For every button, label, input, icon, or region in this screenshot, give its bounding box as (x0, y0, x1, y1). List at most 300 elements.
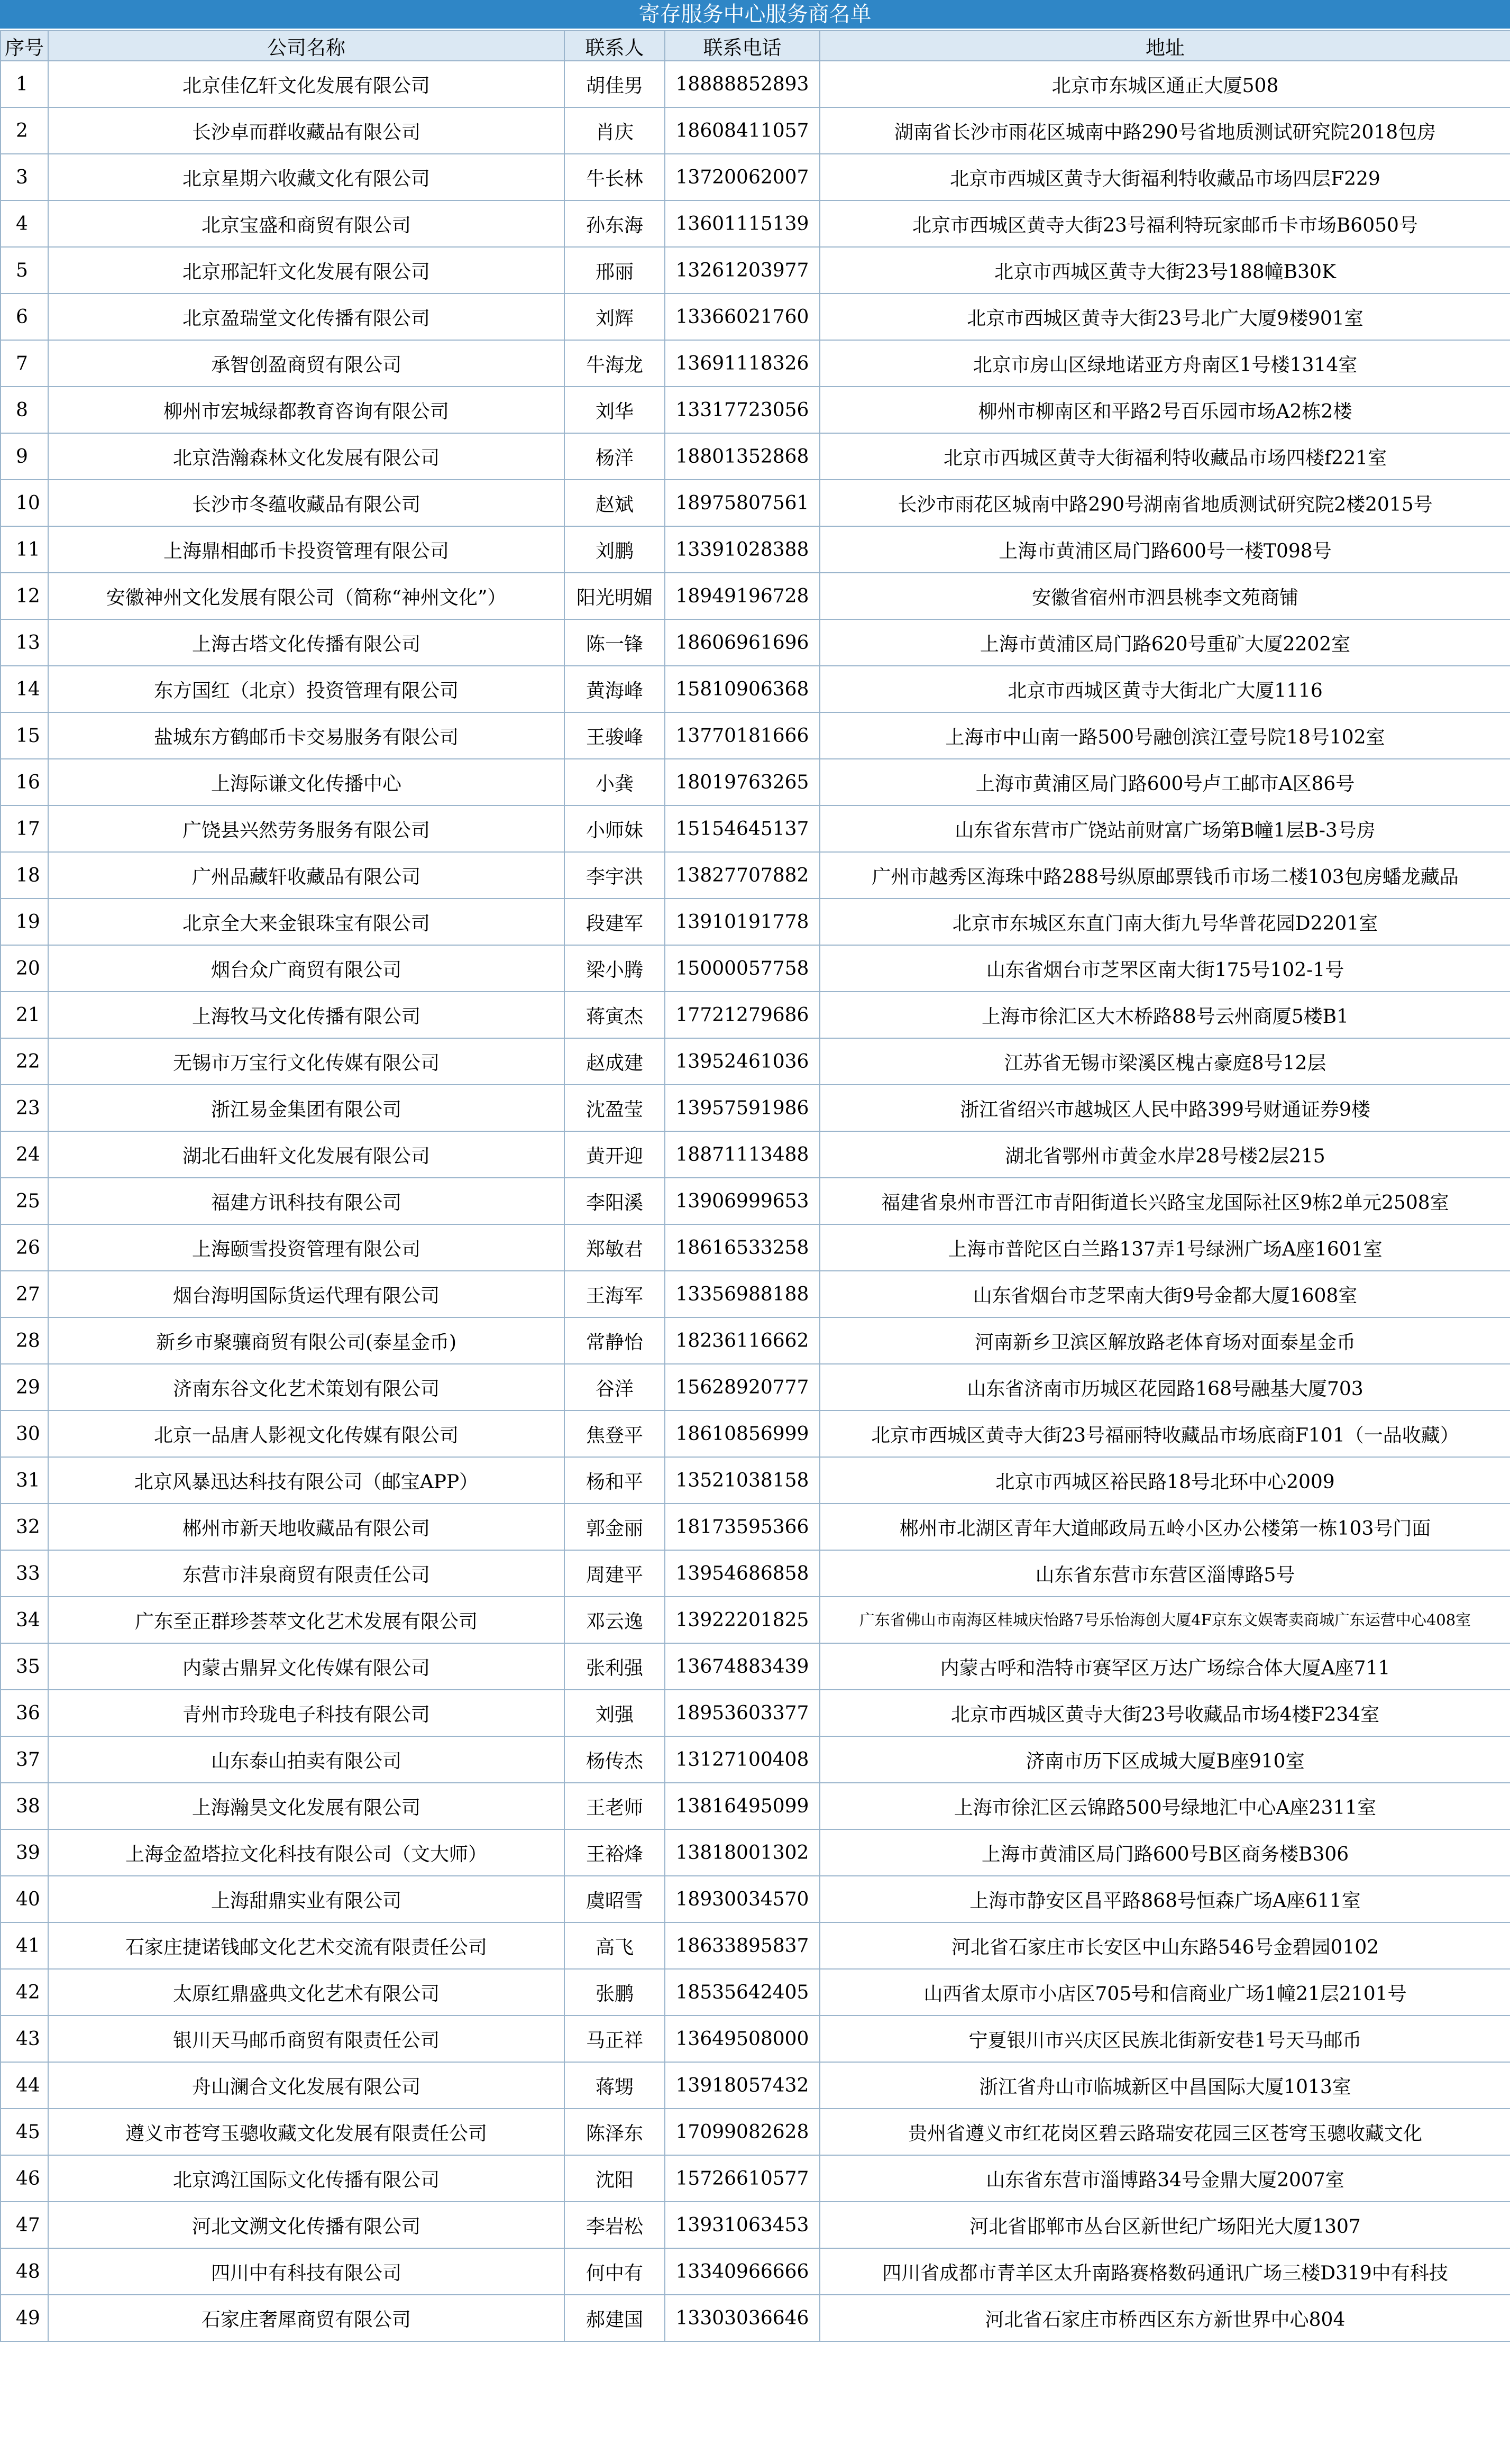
row-index: 41 (1, 1922, 48, 1969)
row-company: 长沙卓而群收藏品有限公司 (48, 107, 564, 154)
row-address: 山东省烟台市芝罘区南大街175号102-1号 (820, 945, 1510, 992)
row-index: 38 (1, 1783, 48, 1829)
table-row (1, 805, 1510, 852)
row-index: 36 (1, 1690, 48, 1736)
row-company: 北京宝盛和商贸有限公司 (48, 200, 564, 247)
row-address: 山东省东营市广饶站前财富广场第B幢1层B-3号房 (820, 805, 1510, 852)
provider-table (0, 30, 1510, 2342)
table-row (1, 2062, 1510, 2109)
row-index: 16 (1, 759, 48, 805)
row-contact: 马正祥 (564, 2016, 665, 2062)
row-company: 上海瀚昊文化发展有限公司 (48, 1783, 564, 1829)
row-contact: 杨洋 (564, 433, 665, 480)
row-contact: 高飞 (564, 1922, 665, 1969)
row-contact: 陈泽东 (564, 2109, 665, 2155)
row-address: 上海市黄浦区局门路600号一楼T098号 (820, 526, 1510, 573)
row-contact: 蒋甥 (564, 2062, 665, 2109)
row-index: 25 (1, 1178, 48, 1224)
row-phone: 13931063453 (665, 2202, 820, 2248)
row-phone: 13918057432 (665, 2062, 820, 2109)
row-phone: 18953603377 (665, 1690, 820, 1736)
table-row (1, 247, 1510, 294)
row-address: 北京市西城区黄寺大街北广大厦1116 (820, 666, 1510, 712)
row-contact: 郭金丽 (564, 1504, 665, 1550)
row-contact: 杨传杰 (564, 1736, 665, 1783)
row-address: 浙江省绍兴市越城区人民中路399号财通证券9楼 (820, 1085, 1510, 1131)
row-phone: 13674883439 (665, 1643, 820, 1690)
row-company: 烟台海明国际货运代理有限公司 (48, 1271, 564, 1317)
row-index: 22 (1, 1038, 48, 1085)
row-address: 山东省济南市历城区花园路168号融基大厦703 (820, 1364, 1510, 1410)
table-row (1, 2016, 1510, 2062)
row-address: 北京市西城区黄寺大街福利特收藏品市场四楼f221室 (820, 433, 1510, 480)
row-address: 上海市黄浦区局门路620号重矿大厦2202室 (820, 619, 1510, 666)
row-index: 35 (1, 1643, 48, 1690)
row-company: 山东泰山拍卖有限公司 (48, 1736, 564, 1783)
table-row (1, 619, 1510, 666)
row-company: 安徽神州文化发展有限公司（简称“神州文化”） (48, 573, 564, 619)
row-contact: 牛海龙 (564, 340, 665, 387)
row-company: 舟山澜合文化发展有限公司 (48, 2062, 564, 2109)
row-contact: 王骏峰 (564, 712, 665, 759)
row-phone: 13770181666 (665, 712, 820, 759)
row-index: 5 (1, 247, 48, 294)
row-phone: 15628920777 (665, 1364, 820, 1410)
table-row (1, 2202, 1510, 2248)
row-address: 广州市越秀区海珠中路288号纵原邮票钱币市场二楼103包房蟠龙藏品 (820, 852, 1510, 899)
row-index: 28 (1, 1317, 48, 1364)
row-contact: 肖庆 (564, 107, 665, 154)
row-contact: 刘华 (564, 387, 665, 433)
row-phone: 15810906368 (665, 666, 820, 712)
row-phone: 18608411057 (665, 107, 820, 154)
row-index: 49 (1, 2295, 48, 2341)
row-company: 福建方讯科技有限公司 (48, 1178, 564, 1224)
row-contact: 梁小腾 (564, 945, 665, 992)
row-contact: 沈阳 (564, 2155, 665, 2202)
table-row (1, 1783, 1510, 1829)
row-company: 石家庄奢犀商贸有限公司 (48, 2295, 564, 2341)
row-index: 2 (1, 107, 48, 154)
row-contact: 小龚 (564, 759, 665, 805)
row-phone: 17721279686 (665, 992, 820, 1038)
row-index: 10 (1, 480, 48, 526)
row-company: 北京风暴迅达科技有限公司（邮宝APP） (48, 1457, 564, 1504)
row-phone: 13910191778 (665, 899, 820, 945)
row-phone: 18606961696 (665, 619, 820, 666)
row-index: 43 (1, 2016, 48, 2062)
header-index: 序号 (1, 31, 48, 61)
table-row (1, 433, 1510, 480)
row-index: 14 (1, 666, 48, 712)
row-index: 40 (1, 1876, 48, 1922)
row-index: 1 (1, 61, 48, 107)
row-address: 河北省石家庄市桥西区东方新世界中心804 (820, 2295, 1510, 2341)
row-index: 27 (1, 1271, 48, 1317)
table-row (1, 340, 1510, 387)
row-phone: 13340966666 (665, 2248, 820, 2295)
row-index: 42 (1, 1969, 48, 2016)
row-contact: 虞昭雪 (564, 1876, 665, 1922)
row-contact: 黄开迎 (564, 1131, 665, 1178)
row-phone: 13818001302 (665, 1829, 820, 1876)
row-address: 上海市中山南一路500号融创滨江壹号院18号102室 (820, 712, 1510, 759)
table-row (1, 1876, 1510, 1922)
row-address: 济南市历下区成城大厦B座910室 (820, 1736, 1510, 1783)
row-index: 3 (1, 154, 48, 200)
row-contact: 赵斌 (564, 480, 665, 526)
row-contact: 谷洋 (564, 1364, 665, 1410)
sheet-title: 寄存服务中心服务商名单 (0, 0, 1510, 30)
row-phone: 18610856999 (665, 1410, 820, 1457)
table-row (1, 1178, 1510, 1224)
table-row (1, 1922, 1510, 1969)
row-index: 19 (1, 899, 48, 945)
table-row (1, 1690, 1510, 1736)
row-address: 河北省石家庄市长安区中山东路546号金碧园0102 (820, 1922, 1510, 1969)
row-contact: 段建军 (564, 899, 665, 945)
row-company: 遵义市苍穹玉骢收藏文化发展有限责任公司 (48, 2109, 564, 2155)
row-contact: 何中有 (564, 2248, 665, 2295)
row-contact: 小师妹 (564, 805, 665, 852)
row-address: 上海市普陀区白兰路137弄1号绿洲广场A座1601室 (820, 1224, 1510, 1271)
row-address: 郴州市北湖区青年大道邮政局五岭小区办公楼第一栋103号门面 (820, 1504, 1510, 1550)
row-company: 北京邢記轩文化发展有限公司 (48, 247, 564, 294)
table-row (1, 992, 1510, 1038)
row-index: 8 (1, 387, 48, 433)
row-contact: 王老师 (564, 1783, 665, 1829)
row-address: 北京市东城区东直门南大街九号华普花园D2201室 (820, 899, 1510, 945)
row-company: 无锡市万宝行文化传媒有限公司 (48, 1038, 564, 1085)
table-row (1, 61, 1510, 107)
row-company: 上海际谦文化传播中心 (48, 759, 564, 805)
row-phone: 13906999653 (665, 1178, 820, 1224)
row-index: 32 (1, 1504, 48, 1550)
row-index: 37 (1, 1736, 48, 1783)
row-contact: 张利强 (564, 1643, 665, 1690)
row-contact: 牛长林 (564, 154, 665, 200)
row-phone: 13952461036 (665, 1038, 820, 1085)
row-phone: 13261203977 (665, 247, 820, 294)
row-company: 承智创盈商贸有限公司 (48, 340, 564, 387)
row-address: 北京市西城区黄寺大街23号福丽特收藏品市场底商F101（一品收藏） (820, 1410, 1510, 1457)
row-company: 青州市玲珑电子科技有限公司 (48, 1690, 564, 1736)
table-row (1, 1643, 1510, 1690)
row-phone: 18633895837 (665, 1922, 820, 1969)
row-company: 柳州市宏城绿都教育咨询有限公司 (48, 387, 564, 433)
table-row (1, 154, 1510, 200)
row-company: 内蒙古鼎昇文化传媒有限公司 (48, 1643, 564, 1690)
row-address: 北京市西城区黄寺大街23号福利特玩家邮币卡市场B6050号 (820, 200, 1510, 247)
table-row (1, 1410, 1510, 1457)
header-address: 地址 (820, 31, 1510, 61)
row-index: 13 (1, 619, 48, 666)
header-company: 公司名称 (48, 31, 564, 61)
table-row (1, 387, 1510, 433)
row-index: 6 (1, 294, 48, 340)
row-phone: 18801352868 (665, 433, 820, 480)
row-address: 长沙市雨花区城南中路290号湖南省地质测试研究院2楼2015号 (820, 480, 1510, 526)
row-contact: 郝建国 (564, 2295, 665, 2341)
row-contact: 赵成建 (564, 1038, 665, 1085)
row-index: 9 (1, 433, 48, 480)
row-phone: 13954686858 (665, 1550, 820, 1597)
row-address: 内蒙古呼和浩特市赛罕区万达广场综合体大厦A座711 (820, 1643, 1510, 1690)
row-phone: 17099082628 (665, 2109, 820, 2155)
row-phone: 13720062007 (665, 154, 820, 200)
row-phone: 15154645137 (665, 805, 820, 852)
table-row (1, 200, 1510, 247)
row-index: 4 (1, 200, 48, 247)
row-contact: 李岩松 (564, 2202, 665, 2248)
row-phone: 18236116662 (665, 1317, 820, 1364)
row-index: 44 (1, 2062, 48, 2109)
row-contact: 李宇洪 (564, 852, 665, 899)
row-contact: 王裕烽 (564, 1829, 665, 1876)
row-index: 45 (1, 2109, 48, 2155)
table-row (1, 1224, 1510, 1271)
row-phone: 18930034570 (665, 1876, 820, 1922)
row-contact: 焦登平 (564, 1410, 665, 1457)
row-index: 23 (1, 1085, 48, 1131)
row-company: 新乡市聚骧商贸有限公司(泰星金币) (48, 1317, 564, 1364)
row-contact: 郑敏君 (564, 1224, 665, 1271)
row-contact: 常静怡 (564, 1317, 665, 1364)
row-phone: 18888852893 (665, 61, 820, 107)
row-address: 河南新乡卫滨区解放路老体育场对面泰星金币 (820, 1317, 1510, 1364)
row-company: 上海鼎相邮币卡投资管理有限公司 (48, 526, 564, 573)
table-row (1, 945, 1510, 992)
row-contact: 邓云逸 (564, 1597, 665, 1643)
row-address: 北京市西城区黄寺大街23号北广大厦9楼901室 (820, 294, 1510, 340)
table-row (1, 759, 1510, 805)
row-index: 24 (1, 1131, 48, 1178)
row-phone: 13957591986 (665, 1085, 820, 1131)
row-address: 湖南省长沙市雨花区城南中路290号省地质测试研究院2018包房 (820, 107, 1510, 154)
row-company: 北京盈瑞堂文化传播有限公司 (48, 294, 564, 340)
row-contact: 蒋寅杰 (564, 992, 665, 1038)
row-phone: 18019763265 (665, 759, 820, 805)
row-contact: 刘辉 (564, 294, 665, 340)
row-company: 盐城东方鹤邮币卡交易服务有限公司 (48, 712, 564, 759)
row-address: 山西省太原市小店区705号和信商业广场1幢21层2101号 (820, 1969, 1510, 2016)
row-contact: 陈一锋 (564, 619, 665, 666)
table-row (1, 1131, 1510, 1178)
row-phone: 18535642405 (665, 1969, 820, 2016)
table-row (1, 666, 1510, 712)
row-company: 广饶县兴然劳务服务有限公司 (48, 805, 564, 852)
row-index: 12 (1, 573, 48, 619)
header-row (1, 31, 1510, 61)
row-company: 烟台众广商贸有限公司 (48, 945, 564, 992)
row-phone: 13922201825 (665, 1597, 820, 1643)
row-contact: 周建平 (564, 1550, 665, 1597)
row-company: 太原红鼎盛典文化艺术有限公司 (48, 1969, 564, 2016)
row-contact: 阳光明媚 (564, 573, 665, 619)
row-address: 浙江省舟山市临城新区中昌国际大厦1013室 (820, 2062, 1510, 2109)
row-phone: 13601115139 (665, 200, 820, 247)
row-address: 贵州省遵义市红花岗区碧云路瑞安花园三区苍穹玉骢收藏文化 (820, 2109, 1510, 2155)
table-row (1, 1085, 1510, 1131)
row-phone: 18616533258 (665, 1224, 820, 1271)
row-phone: 13521038158 (665, 1457, 820, 1504)
row-address: 北京市西城区黄寺大街23号收藏品市场4楼F234室 (820, 1690, 1510, 1736)
row-contact: 黄海峰 (564, 666, 665, 712)
row-index: 46 (1, 2155, 48, 2202)
row-address: 柳州市柳南区和平路2号百乐园市场A2栋2楼 (820, 387, 1510, 433)
row-company: 银川天马邮币商贸有限责任公司 (48, 2016, 564, 2062)
row-phone: 13303036646 (665, 2295, 820, 2341)
row-company: 广东至正群珍荟萃文化艺术发展有限公司 (48, 1597, 564, 1643)
table-row (1, 1317, 1510, 1364)
row-company: 郴州市新天地收藏品有限公司 (48, 1504, 564, 1550)
row-address: 上海市静安区昌平路868号恒森广场A座611室 (820, 1876, 1510, 1922)
table-row (1, 1969, 1510, 2016)
table-row (1, 526, 1510, 573)
row-address: 福建省泉州市晋江市青阳街道长兴路宝龙国际社区9栋2单元2508室 (820, 1178, 1510, 1224)
row-address: 宁夏银川市兴庆区民族北街新安巷1号天马邮币 (820, 2016, 1510, 2062)
row-index: 34 (1, 1597, 48, 1643)
table-row (1, 573, 1510, 619)
row-address: 湖北省鄂州市黄金水岸28号楼2层215 (820, 1131, 1510, 1178)
row-index: 33 (1, 1550, 48, 1597)
row-address: 江苏省无锡市梁溪区槐古豪庭8号12层 (820, 1038, 1510, 1085)
row-company: 上海古塔文化传播有限公司 (48, 619, 564, 666)
row-phone: 15726610577 (665, 2155, 820, 2202)
row-index: 39 (1, 1829, 48, 1876)
row-company: 上海甜鼎实业有限公司 (48, 1876, 564, 1922)
row-phone: 18871113488 (665, 1131, 820, 1178)
row-company: 石家庄捷诺钱邮文化艺术交流有限责任公司 (48, 1922, 564, 1969)
table-row (1, 1038, 1510, 1085)
header-contact: 联系人 (564, 31, 665, 61)
table-row (1, 1364, 1510, 1410)
row-address: 北京市西城区裕民路18号北环中心2009 (820, 1457, 1510, 1504)
row-index: 20 (1, 945, 48, 992)
table-body (1, 61, 1510, 2341)
row-index: 31 (1, 1457, 48, 1504)
row-phone: 13127100408 (665, 1736, 820, 1783)
row-company: 北京鸿江国际文化传播有限公司 (48, 2155, 564, 2202)
row-contact: 李阳溪 (564, 1178, 665, 1224)
row-company: 上海颐雪投资管理有限公司 (48, 1224, 564, 1271)
row-address: 北京市东城区通正大厦508 (820, 61, 1510, 107)
row-company: 北京佳亿轩文化发展有限公司 (48, 61, 564, 107)
table-row (1, 2155, 1510, 2202)
row-address: 上海市徐汇区云锦路500号绿地汇中心A座2311室 (820, 1783, 1510, 1829)
row-address: 四川省成都市青羊区太升南路赛格数码通讯广场三楼D319中有科技 (820, 2248, 1510, 2295)
row-contact: 刘鹏 (564, 526, 665, 573)
row-phone: 13816495099 (665, 1783, 820, 1829)
row-address: 山东省东营市淄博路34号金鼎大厦2007室 (820, 2155, 1510, 2202)
row-company: 湖北石曲轩文化发展有限公司 (48, 1131, 564, 1178)
table-row (1, 1457, 1510, 1504)
table-row (1, 2295, 1510, 2341)
row-index: 29 (1, 1364, 48, 1410)
table-row (1, 899, 1510, 945)
row-company: 上海牧马文化传播有限公司 (48, 992, 564, 1038)
row-phone: 13691118326 (665, 340, 820, 387)
row-index: 30 (1, 1410, 48, 1457)
row-index: 47 (1, 2202, 48, 2248)
row-contact: 沈盈莹 (564, 1085, 665, 1131)
table-row (1, 1504, 1510, 1550)
table-row (1, 480, 1510, 526)
row-index: 17 (1, 805, 48, 852)
row-phone: 18173595366 (665, 1504, 820, 1550)
row-address: 北京市西城区黄寺大街福利特收藏品市场四层F229 (820, 154, 1510, 200)
table-row (1, 2248, 1510, 2295)
table-row (1, 852, 1510, 899)
row-contact: 胡佳男 (564, 61, 665, 107)
row-address: 北京市房山区绿地诺亚方舟南区1号楼1314室 (820, 340, 1510, 387)
row-phone: 13827707882 (665, 852, 820, 899)
row-phone: 13391028388 (665, 526, 820, 573)
table-row (1, 1597, 1510, 1643)
row-address: 安徽省宿州市泗县桃李文苑商铺 (820, 573, 1510, 619)
row-address: 北京市西城区黄寺大街23号188幢B30K (820, 247, 1510, 294)
row-address: 山东省东营市东营区淄博路5号 (820, 1550, 1510, 1597)
table-row (1, 1736, 1510, 1783)
row-address: 广东省佛山市南海区桂城庆怡路7号乐怡海创大厦4F京东文娱寄卖商城广东运营中心408室 (820, 1597, 1510, 1643)
row-address: 上海市黄浦区局门路600号B区商务楼B306 (820, 1829, 1510, 1876)
row-contact: 刘强 (564, 1690, 665, 1736)
row-contact: 杨和平 (564, 1457, 665, 1504)
row-contact: 张鹏 (564, 1969, 665, 2016)
table-row (1, 712, 1510, 759)
row-address: 河北省邯郸市丛台区新世纪广场阳光大厦1307 (820, 2202, 1510, 2248)
row-phone: 13356988188 (665, 1271, 820, 1317)
row-address: 山东省烟台市芝罘南大街9号金都大厦1608室 (820, 1271, 1510, 1317)
row-index: 48 (1, 2248, 48, 2295)
row-index: 21 (1, 992, 48, 1038)
row-company: 北京全大来金银珠宝有限公司 (48, 899, 564, 945)
row-contact: 王海军 (564, 1271, 665, 1317)
table-row (1, 1271, 1510, 1317)
row-company: 浙江易金集团有限公司 (48, 1085, 564, 1131)
row-index: 11 (1, 526, 48, 573)
table-row (1, 1829, 1510, 1876)
row-phone: 13366021760 (665, 294, 820, 340)
row-company: 东营市沣泉商贸有限责任公司 (48, 1550, 564, 1597)
row-company: 济南东谷文化艺术策划有限公司 (48, 1364, 564, 1410)
row-company: 北京浩瀚森林文化发展有限公司 (48, 433, 564, 480)
row-company: 上海金盈塔拉文化科技有限公司（文大师） (48, 1829, 564, 1876)
row-phone: 18975807561 (665, 480, 820, 526)
row-company: 北京一品唐人影视文化传媒有限公司 (48, 1410, 564, 1457)
row-company: 北京星期六收藏文化有限公司 (48, 154, 564, 200)
row-company: 四川中有科技有限公司 (48, 2248, 564, 2295)
row-company: 广州品藏轩收藏品有限公司 (48, 852, 564, 899)
row-index: 15 (1, 712, 48, 759)
table-row (1, 1550, 1510, 1597)
table-row (1, 107, 1510, 154)
table-row (1, 294, 1510, 340)
table-row (1, 2109, 1510, 2155)
row-contact: 邢丽 (564, 247, 665, 294)
row-address: 上海市徐汇区大木桥路88号云州商厦5楼B1 (820, 992, 1510, 1038)
row-index: 18 (1, 852, 48, 899)
row-phone: 15000057758 (665, 945, 820, 992)
row-address: 上海市黄浦区局门路600号卢工邮市A区86号 (820, 759, 1510, 805)
row-index: 7 (1, 340, 48, 387)
row-phone: 13317723056 (665, 387, 820, 433)
row-contact: 孙东海 (564, 200, 665, 247)
row-company: 长沙市冬蕴收藏品有限公司 (48, 480, 564, 526)
header-phone: 联系电话 (665, 31, 820, 61)
row-index: 26 (1, 1224, 48, 1271)
row-company: 河北文溯文化传播有限公司 (48, 2202, 564, 2248)
